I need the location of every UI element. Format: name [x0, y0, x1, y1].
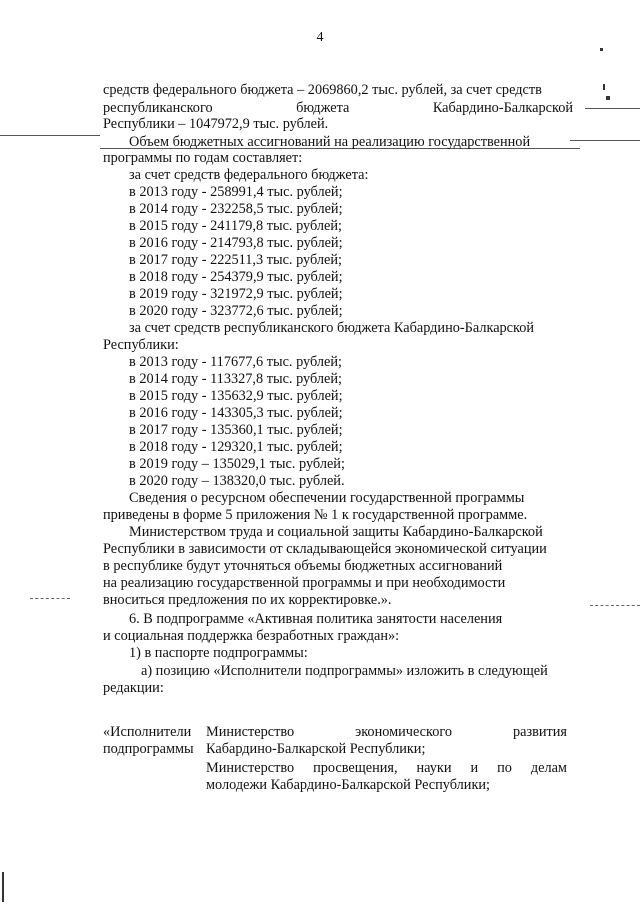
executor-entry — [206, 724, 567, 741]
text-line: Республики – 1047972,9 тыс. рублей. — [103, 116, 329, 132]
year-line: в 2014 году - 232258,5 тыс. рублей; — [129, 201, 343, 217]
scan-speck — [606, 96, 610, 100]
scan-speck — [603, 84, 605, 90]
year-line: в 2014 году - 113327,8 тыс. рублей; — [129, 371, 343, 387]
scan-speck — [600, 48, 603, 51]
year-line: в 2018 году - 129320,1 тыс. рублей; — [129, 439, 343, 455]
year-line: в 2017 году - 135360,1 тыс. рублей; — [129, 422, 343, 438]
word: Министерство — [206, 760, 295, 776]
text-line: средств федерального бюджета – 2069860,2 тыс. рублей, за счет средств — [103, 82, 542, 98]
year-line: в 2015 году - 241179,8 тыс. рублей; — [129, 218, 343, 234]
word: по — [497, 760, 512, 776]
year-line: в 2019 году - 321972,9 тыс. рублей; — [129, 286, 343, 302]
executor-entry: молодежи Кабардино-Балкарской Республики; — [206, 777, 491, 793]
scan-line — [585, 108, 640, 109]
text-line: вноситься предложения по их корректировке.». — [103, 592, 392, 608]
text-line: 1) в паспорте подпрограммы: — [129, 645, 308, 661]
text-line — [103, 100, 573, 117]
page-number: 4 — [316, 30, 324, 45]
executors-label: подпрограммы — [103, 741, 194, 757]
year-line: в 2013 году - 258991,4 тыс. рублей; — [129, 184, 343, 200]
text-line: на реализацию государственной программы и при необходимости — [103, 575, 506, 591]
year-line: в 2019 году – 135029,1 тыс. рублей; — [129, 456, 345, 472]
year-line: в 2020 году – 138320,0 тыс. рублей. — [129, 473, 345, 489]
scan-speck — [2, 872, 4, 902]
section-heading: за счет средств федерального бюджета: — [129, 167, 369, 183]
word: науки — [416, 760, 452, 776]
executor-entry: Кабардино-Балкарской Республики; — [206, 741, 426, 757]
text-line: Министерством труда и социальной защиты Кабардино-Балкарской — [129, 524, 543, 540]
scan-line — [0, 135, 100, 136]
word: бюджета — [296, 100, 350, 116]
executors-label: «Исполнители — [103, 724, 192, 740]
year-line: в 2018 году - 254379,9 тыс. рублей; — [129, 269, 343, 285]
executor-entry — [206, 760, 567, 777]
word: Министерство — [206, 724, 295, 740]
text-line: 6. В подпрограмме «Активная политика занятости населения — [129, 611, 503, 627]
section-heading: Республики: — [103, 337, 179, 353]
year-line: в 2013 году - 117677,6 тыс. рублей; — [129, 354, 343, 370]
text-line: а) позицию «Исполнители подпрограммы» изложить в следующей — [141, 663, 548, 679]
year-line: в 2017 году - 222511,3 тыс. рублей; — [129, 252, 343, 268]
scan-line — [590, 605, 640, 606]
year-line: в 2016 году - 143305,3 тыс. рублей; — [129, 405, 343, 421]
text-line: Республики в зависимости от складывающейся экономической ситуации — [103, 541, 547, 557]
text-line: в республике будут уточняться объемы бюджетных ассигнований — [103, 558, 503, 574]
scan-line — [570, 140, 640, 141]
word: экономического — [355, 724, 453, 740]
word: и — [470, 760, 479, 776]
year-line: в 2016 году - 214793,8 тыс. рублей; — [129, 235, 343, 251]
word: просвещения, — [313, 760, 398, 776]
word: делам — [530, 760, 567, 776]
word: Кабардино-Балкарской — [432, 100, 573, 116]
text-line: приведены в форме 5 приложения № 1 к государственной программе. — [103, 507, 528, 523]
year-line: в 2020 году - 323772,6 тыс. рублей; — [129, 303, 343, 319]
word: республиканского — [103, 100, 213, 116]
text-line: Сведения о ресурсном обеспечении государственной программы — [129, 490, 525, 506]
scan-line — [30, 598, 70, 599]
text-line: и социальная поддержка безработных граждан»: — [103, 628, 400, 644]
text-line: редакции: — [103, 680, 164, 696]
word: развития — [512, 724, 567, 740]
year-line: в 2015 году - 135632,9 тыс. рублей; — [129, 388, 343, 404]
text-line: Объем бюджетных ассигнований на реализацию государственной — [129, 134, 531, 150]
section-heading: за счет средств республиканского бюджета Кабардино-Балкарской — [129, 320, 535, 336]
text-line: программы по годам составляет: — [103, 150, 303, 166]
